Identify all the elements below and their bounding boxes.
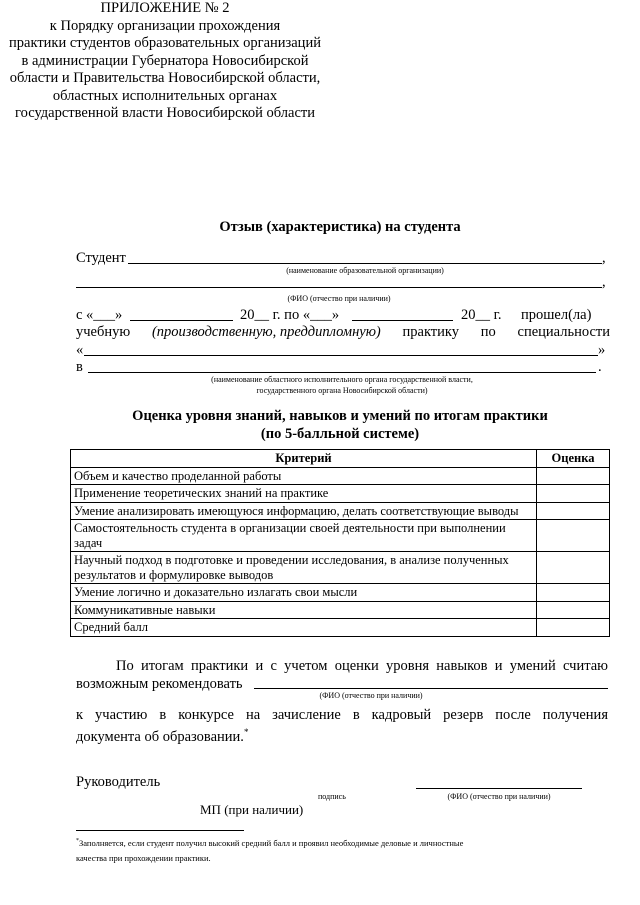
assessment-title-line1: Оценка уровня знаний, навыков и умений по итогам практики [132,408,548,424]
footnote-mark: * [76,838,79,844]
appendix-header [0,0,330,123]
score-cell[interactable] [537,619,610,637]
date-from: с «___» [76,307,123,323]
appendix-line: практики студентов образовательных организаций [9,35,321,51]
caption-signature: подпись [318,792,346,801]
table-row [71,502,610,520]
table-row [71,485,610,503]
assessment-title [70,407,610,443]
recommendation-line1: По итогам практики и с учетом оценки уровня навыков и умений считаю [116,658,608,674]
specialty-field[interactable] [84,355,598,356]
student-fio-field[interactable] [76,287,602,288]
criterion-cell: Умение логично и доказательно излагать свои мысли [71,584,537,602]
date-year2: 20__ г. [461,307,502,323]
table-header-row [71,450,610,468]
score-cell[interactable] [537,502,610,520]
table-row [71,584,610,602]
specialty-word: специальности [517,324,610,340]
appendix-line: в администрации Губернатора Новосибирской [21,52,309,69]
footnote-text-1: Заполняется, если студент получил высокий средний балл и проявил необходимые деловые и личностные [79,837,464,848]
criteria-table [70,449,610,637]
appendix-line: области и Правительства Новосибирской области, [9,70,321,86]
footnote-ref: * [243,727,249,737]
criterion-header: Критерий [71,450,537,468]
criterion-cell: Объем и качество проделанной работы [71,467,537,485]
criterion-cell: Коммуникативные навыки [71,601,537,619]
footnote-divider [76,830,244,831]
score-header: Оценка [537,450,610,468]
table-row [71,619,610,637]
score-cell[interactable] [537,552,610,584]
head-fio-field[interactable] [416,788,582,789]
score-cell[interactable] [537,601,610,619]
criterion-cell: Средний балл [71,619,537,637]
recommendation-line3: к участию в конкурсе на зачисление в кадровый резерв после получения [76,707,608,723]
quote-close: » [598,342,606,358]
stamp-label: МП (при наличии) [200,802,304,817]
score-cell[interactable] [537,520,610,552]
date-from-field[interactable] [130,320,233,321]
score-cell[interactable] [537,467,610,485]
passed-label: прошел(ла) [521,307,592,323]
comma: , [602,274,606,290]
appendix-line: областных исполнительных органах [52,87,278,104]
caption-head-fio: (ФИО (отчество при наличии) [447,792,551,801]
footnote-text-2: качества при прохождении практики. [76,852,211,863]
score-cell[interactable] [537,485,610,503]
quote-open: « [76,342,84,358]
appendix-title: ПРИЛОЖЕНИЕ № 2 [100,0,230,16]
recommendation-line4-wrap [76,724,248,746]
score-cell[interactable] [537,584,610,602]
caption-organization: (наименование образовательной организации) [286,266,444,275]
practice-types: (производственную, преддипломную) [151,324,381,340]
caption-recommended-fio: (ФИО (отчество при наличии) [319,691,423,700]
date-to-field[interactable] [352,320,453,321]
table-row [71,467,610,485]
po-word: по [480,324,496,340]
study-word: учебную [76,324,131,340]
criterion-cell: Самостоятельность студента в организации своей деятельности при выполнении задач [71,520,537,552]
footnote [76,834,606,866]
practice-word: практику [402,324,459,340]
period: . [598,359,602,375]
student-label: Студент [76,250,126,266]
government-body-field[interactable] [88,372,596,373]
review-title: Отзыв (характеристика) на студента [219,219,461,235]
head-label: Руководитель [76,774,161,790]
appendix-line: государственной власти Новосибирской области [15,105,315,121]
appendix-line: к Порядку организации прохождения [49,17,281,34]
practice-type-line [76,324,610,341]
comma: , [602,250,606,266]
in-word: в [76,359,83,375]
student-org-field[interactable] [128,263,602,264]
date-year1: 20__ г. по «___» [240,307,340,323]
criterion-cell: Научный подход в подготовке и проведении исследования, в анализе полученных результатов и формулировке выводов [71,552,537,584]
caption-body-2: государственного органа Новосибирской области) [256,386,428,395]
table-row [71,601,610,619]
table-row [71,552,610,584]
criterion-cell: Применение теоретических знаний на практике [71,485,537,503]
recommendation-line4: документа об образовании. [76,728,244,745]
caption-fio: (ФИО (отчество при наличии) [287,294,391,303]
criterion-cell: Умение анализировать имеющуюся информацию, делать соответствующие выводы [71,502,537,520]
table-row [71,520,610,552]
signature-field[interactable] [200,788,380,789]
caption-body-1: (наименование областного исполнительного органа государственной власти, [211,375,473,384]
recommended-fio-field[interactable] [254,688,608,689]
assessment-title-line2: (по 5-балльной системе) [260,426,420,442]
recommendation-line2: возможным рекомендовать [76,676,243,692]
